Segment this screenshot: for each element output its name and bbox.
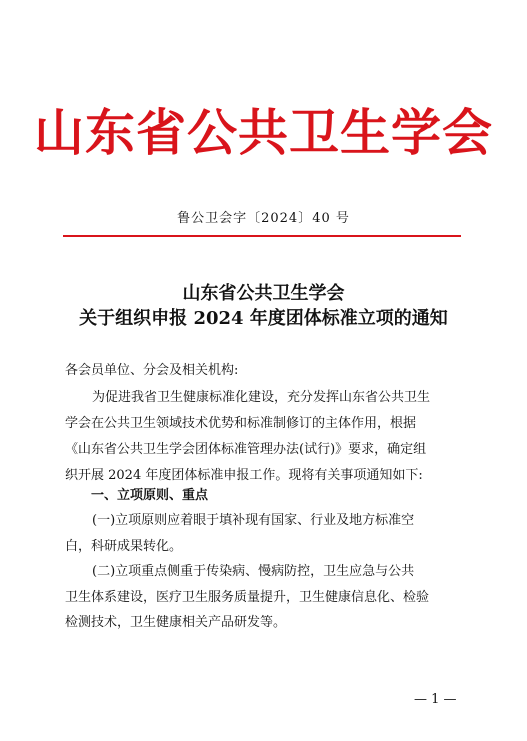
paragraph-1-line: 为促进我省卫生健康标准化建设，充分发挥山东省公共卫生	[92, 390, 431, 405]
paragraph-3-line: 检测技术，卫生健康相关产品研发等。	[65, 615, 287, 630]
red-divider-line	[63, 235, 461, 237]
paragraph-3-line: (二)立项重点侧重于传染病、慢病防控，卫生应急与公共	[92, 564, 415, 579]
salutation: 各会员单位、分会及相关机构:	[65, 363, 239, 378]
paragraph-3-line: 卫生体系建设，医疗卫生服务质量提升，卫生健康信息化、检验	[65, 590, 430, 605]
section-heading-1: 一、立项原则、重点	[91, 488, 209, 503]
issuing-org-header: 山东省公共卫生学会	[34, 103, 493, 162]
document-number: 鲁公卫会字〔2024〕40 号	[177, 211, 350, 226]
paragraph-1-line: 《山东省公共卫生学会团体标准管理办法(试行)》要求，确定组	[65, 442, 427, 457]
paragraph-1-line: 学会在公共卫生领域技术优势和标准制修订的主体作用，根据	[65, 416, 417, 431]
paragraph-2-line: 白，科研成果转化。	[65, 539, 183, 554]
notice-title-line-1: 山东省公共卫生学会	[182, 283, 345, 304]
notice-title-line-2: 关于组织申报 2024 年度团体标准立项的通知	[79, 308, 448, 329]
page-number: — 1 —	[414, 692, 457, 707]
paragraph-2-line: (一)立项原则应着眼于填补现有国家、行业及地方标准空	[92, 513, 415, 528]
paragraph-1-line: 织开展 2024 年度团体标准申报工作。现将有关事项通知如下:	[65, 468, 423, 483]
